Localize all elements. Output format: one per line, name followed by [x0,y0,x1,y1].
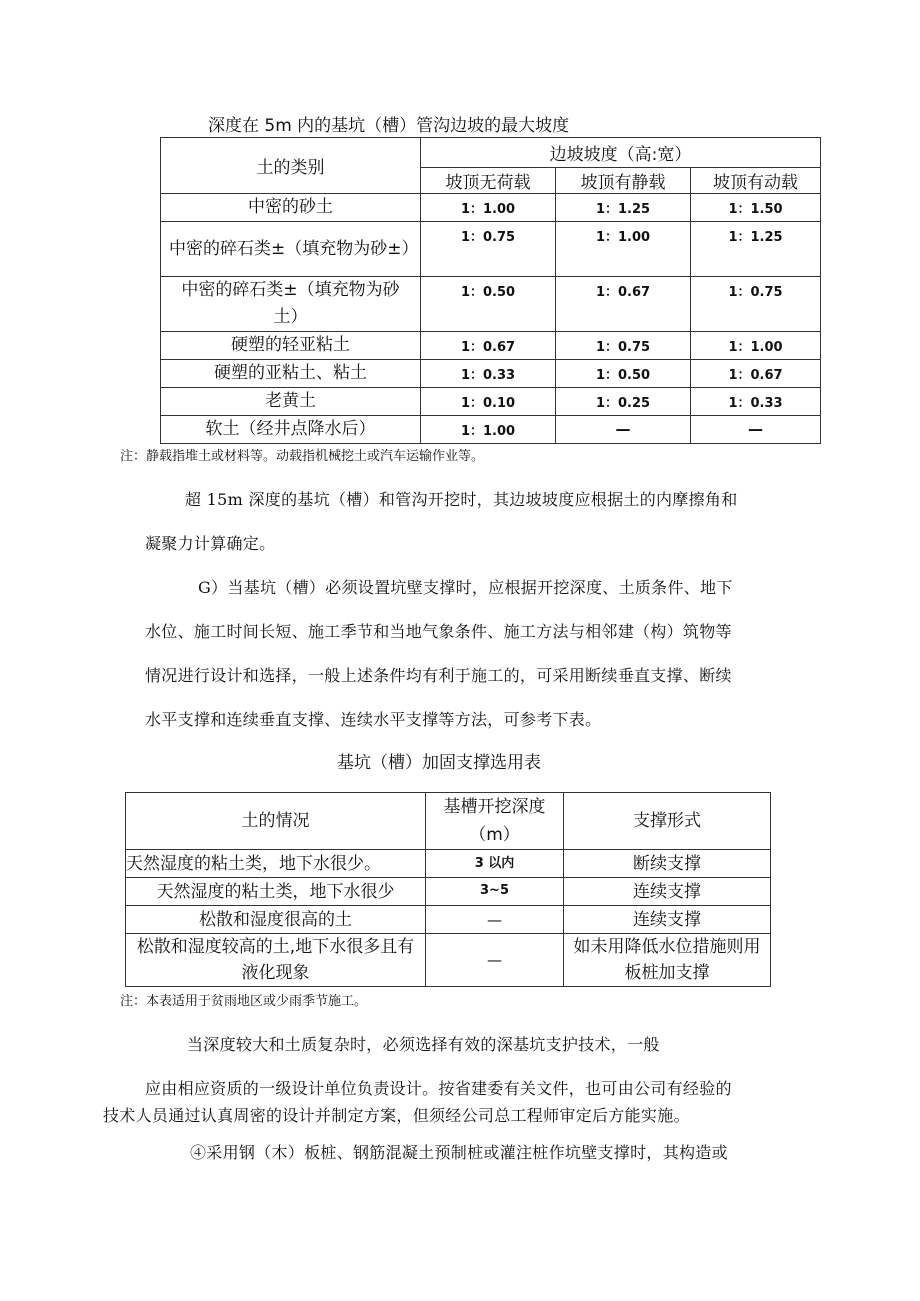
depth-cell: — [426,934,564,987]
header-slope: 边坡坡度（高:宽） [421,138,821,168]
soil-cell: 中密的砂土 [161,194,421,222]
soil-condition-cell: 天然湿度的粘土类，地下水很少。 [126,850,426,878]
value-cell: 1：0.33 [421,360,556,388]
value-cell: 1：0.67 [691,360,821,388]
soil-cell: 中密的碎石类±（填充物为砂±） [161,222,421,277]
para1-line1: 超 15m 深度的基坑（槽）和管沟开挖时，其边坡坡度应根据土的内摩擦角和 [185,490,738,509]
soil-condition-cell: 天然湿度的粘土类，地下水很少 [126,878,426,906]
support-cell: 如未用降低水位措施则用板桩加支撑 [564,934,771,987]
table-row [161,332,821,360]
table1-title: 深度在 5m 内的基坑（槽）管沟边坡的最大坡度 [208,116,570,136]
value-cell: 1：1.25 [556,194,691,222]
value-cell: 1：0.33 [691,388,821,416]
para2-line4: 水平支撑和连续垂直支撑、连续水平支撑等方法，可参考下表。 [145,710,602,729]
soil-condition-cell: 松散和湿度很高的土 [126,906,426,934]
para1-line2: 凝聚力计算确定。 [145,534,276,553]
value-cell: 1：1.50 [691,194,821,222]
para3-line3: 技术人员通过认真周密的设计并制定方案，但须经公司总工程师审定后方能实施。 [103,1106,690,1125]
support-cell: 连续支撑 [564,878,771,906]
table1-note: 注：静载指堆土或材料等。动载指机械挖土或汽车运输作业等。 [120,449,485,464]
value-cell: 1：1.00 [556,222,691,277]
header-soil-type: 土的类别 [161,138,421,194]
para3-line1: 当深度较大和土质复杂时，必须选择有效的深基坑支护技术，一般 [187,1035,660,1054]
table2-note: 注：本表适用于贫雨地区或少雨季节施工。 [120,994,368,1009]
soil-cell: 硬塑的亚粘土、粘土 [161,360,421,388]
table-row [126,934,771,987]
subheader-static-load: 坡顶有静载 [556,168,691,194]
table-row [161,194,821,222]
value-cell: 1：1.00 [421,194,556,222]
value-cell: 1：0.10 [421,388,556,416]
soil-cell: 老黄土 [161,388,421,416]
para2-line2: 水位、施工时间长短、施工季节和当地气象条件、施工方法与相邻建（构）筑物等 [145,622,732,641]
table-row [126,850,771,878]
value-cell: 1：0.75 [691,277,821,332]
table-row [161,277,821,332]
value-cell: 1：1.00 [691,332,821,360]
soil-condition-cell: 松散和湿度较高的土,地下水很多且有液化现象 [126,934,426,987]
para2-line1: G）当基坑（槽）必须设置坑壁支撑时，应根据开挖深度、土质条件、地下 [198,578,733,597]
para2-line3: 情况进行设计和选择，一般上述条件均有利于施工的，可采用断续垂直支撑、断续 [145,666,732,685]
value-cell: 1：0.25 [556,388,691,416]
value-cell: 1：0.75 [421,222,556,277]
value-cell: 1：0.67 [421,332,556,360]
soil-cell: 中密的碎石类±（填充物为砂土） [161,277,421,332]
depth-cell: — [426,906,564,934]
table2-title: 基坑（槽）加固支撑选用表 [337,753,541,773]
soil-cell: 软土（经井点降水后） [161,416,421,444]
header-depth: 基槽开挖深度（m） [426,793,564,850]
header-support-type: 支撑形式 [564,793,771,850]
table-row [126,906,771,934]
subheader-no-load: 坡顶无荷载 [421,168,556,194]
para3-line2: 应由相应资质的一级设计单位负责设计。按省建委有关文件，也可由公司有经验的 [145,1079,732,1098]
slope-table [160,137,821,444]
depth-cell: 3 以内 [426,850,564,878]
soil-cell: 硬塑的轻亚粘土 [161,332,421,360]
value-cell: 1：0.75 [556,332,691,360]
table-row [161,360,821,388]
support-cell: 连续支撑 [564,906,771,934]
depth-cell: 3~5 [426,878,564,906]
table-row [161,416,821,444]
support-table [125,792,771,987]
support-cell: 断续支撑 [564,850,771,878]
table-row [161,388,821,416]
header-soil-condition: 土的情况 [126,793,426,850]
value-cell: 1：0.50 [421,277,556,332]
value-cell: 1：0.50 [556,360,691,388]
table-row [161,222,821,277]
value-cell: 1：0.67 [556,277,691,332]
para4-line1: ④采用钢（木）板桩、钢筋混凝土预制桩或灌注桩作坑壁支撑时，其构造或 [190,1143,728,1162]
value-cell: — [556,416,691,444]
value-cell: 1：1.00 [421,416,556,444]
subheader-dynamic-load: 坡顶有动载 [691,168,821,194]
table-row [126,878,771,906]
value-cell: — [691,416,821,444]
value-cell: 1：1.25 [691,222,821,277]
